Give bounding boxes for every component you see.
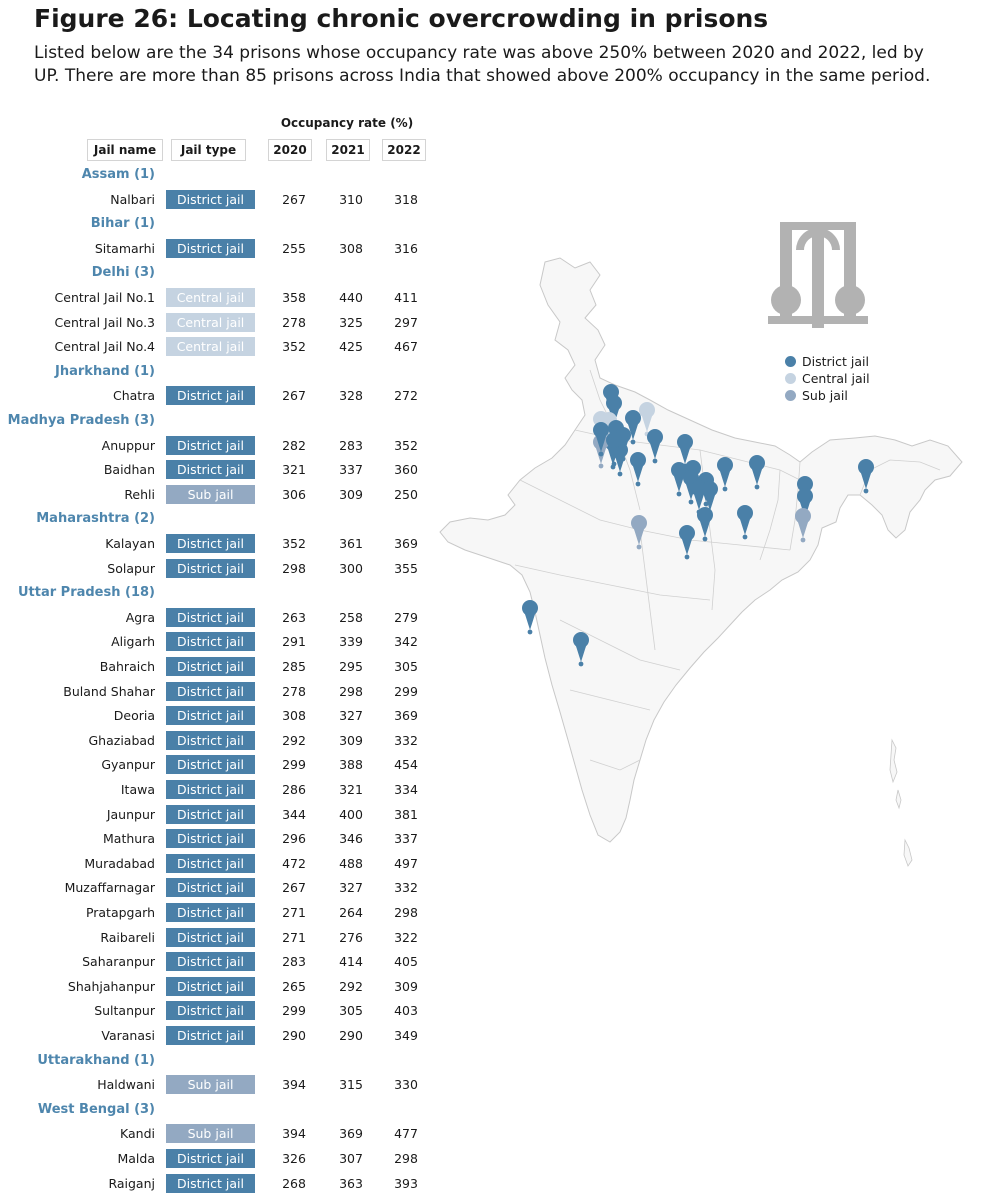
jail-type-badge: District jail [166,460,255,479]
island [896,790,901,808]
occupancy-value-2022: 454 [394,757,418,773]
occupancy-value-2021: 298 [339,683,363,699]
occupancy-value-2021: 290 [339,1028,363,1043]
jail-name-cell: Ghaziabad [88,732,155,748]
occupancy-value-2020: 267 [282,191,306,207]
jail-type-badge: Central jail [166,313,255,332]
jail-name-cell: Shahjahanpur [67,978,155,994]
occupancy-value-2021: 327 [339,708,363,724]
pin-base [528,630,533,635]
pin-base [599,452,604,457]
occupancy-value-2021: 321 [339,782,363,797]
occupancy-value-2022: 322 [394,929,418,945]
occupancy-value-2021: 305 [339,1003,363,1019]
jail-name-cell: Muradabad [84,855,155,871]
occupancy-value-2022: 330 [394,1077,418,1093]
logo-ball [835,285,865,315]
occupancy-value-2020: 263 [282,609,306,625]
jail-name-cell: Baidhan [103,462,155,478]
occupancy-value-2022: 272 [394,388,418,404]
occupancy-value-2020: 268 [282,1175,306,1191]
pin-head [606,432,622,448]
occupancy-value-2020: 394 [282,1126,306,1142]
pin-base [618,472,623,477]
occupancy-value-2021: 325 [339,314,363,330]
occupancy-value-2020: 278 [282,314,306,330]
andaman-islands [890,740,912,866]
pin-head [697,507,713,523]
occupancy-value-2022: 279 [394,609,418,625]
jail-type-badge: Sub jail [166,1124,255,1143]
occupancy-value-2022: 477 [394,1126,418,1142]
pin-head [679,525,695,541]
jail-type-badge: District jail [166,805,255,824]
pin-base [864,489,869,494]
jail-name-cell: Kalayan [105,536,155,551]
occupancy-value-2021: 388 [339,757,363,773]
pin-base [801,538,806,543]
pin-head [625,410,641,426]
occupancy-value-2020: 285 [282,659,306,674]
pin-head [858,459,874,475]
occupancy-value-2021: 283 [339,437,363,453]
jail-name-cell: Chatra [112,388,155,404]
occupancy-value-2020: 344 [282,806,306,822]
pin-head [606,395,622,411]
jail-name-cell: Raibareli [100,929,155,945]
occupancy-value-2021: 258 [339,609,363,625]
jail-name-cell: Pratapgarh [85,905,155,920]
occupancy-value-2022: 332 [394,880,418,896]
occupancy-value-2021: 328 [339,388,363,404]
occupancy-value-2020: 306 [282,486,306,502]
legend-dot-icon [785,356,796,367]
occupancy-value-2021: 488 [339,855,363,871]
jail-name-cell: Kandi [120,1126,155,1142]
occupancy-value-2022: 298 [394,905,418,920]
occupancy-value-2020: 352 [282,536,306,551]
occupancy-value-2021: 440 [339,290,363,305]
occupancy-value-2022: 497 [394,855,418,871]
jail-type-badge: District jail [166,682,255,701]
jail-name-cell: Gyanpur [101,757,155,773]
legend-dot-icon [785,390,796,401]
pin-base [637,545,642,550]
jail-name-cell: Central Jail No.4 [54,339,155,355]
jail-type-badge: District jail [166,436,255,455]
occupancy-value-2020: 265 [282,978,306,994]
occupancy-value-2020: 472 [282,855,306,871]
india-outline [440,258,962,842]
jail-name-cell: Solapur [107,560,155,576]
legend-label: Central jail [802,371,870,386]
legend-item-district [785,353,870,370]
pin-head [639,402,655,418]
jail-name-cell: Deoria [113,708,155,724]
occupancy-value-2022: 349 [394,1028,418,1043]
jail-type-badge: Sub jail [166,1075,255,1094]
occupancy-value-2022: 381 [394,806,418,822]
jail-name-cell: Haldwani [97,1077,155,1093]
state-group-label: Jharkhand (1) [55,363,155,379]
jail-name-cell: Varanasi [101,1028,155,1043]
col-header-2022: 2022 [382,139,426,161]
state-group-label: Uttarakhand (1) [37,1052,155,1068]
occupancy-table [0,0,440,1200]
jail-name-cell: Buland Shahar [63,683,155,699]
jail-type-badge: District jail [166,632,255,651]
jail-type-badge: District jail [166,1001,255,1020]
pin-head [522,600,538,616]
jail-type-badge: District jail [166,878,255,897]
occupancy-value-2022: 334 [394,782,418,797]
col-header-jail-name: Jail name [87,139,163,161]
subtitle-line: Listed below are the 34 prisons whose occupancy rate was above 250% between 2020 and 2022, led by [34,43,924,63]
pin-base [636,482,641,487]
occupancy-value-2021: 346 [339,831,363,847]
occupancy-value-2020: 255 [282,240,306,256]
occupancy-value-2020: 298 [282,560,306,576]
legend-label: District jail [802,354,869,369]
page-title: Figure 26: Locating chronic overcrowding in prisons [34,4,769,33]
state-group-label: Uttar Pradesh (18) [17,585,155,601]
occupancy-value-2022: 332 [394,732,418,748]
jail-type-badge: District jail [166,1174,255,1193]
occupancy-value-2021: 337 [339,462,363,478]
pin-head [593,422,609,438]
subtitle-line: UP. There are more than 85 prisons across India that showed above 200% occupancy in the same period. [34,66,931,86]
occupancy-value-2022: 352 [394,437,418,453]
occupancy-value-2020: 290 [282,1028,306,1043]
jail-type-badge: District jail [166,1149,255,1168]
occupancy-value-2021: 307 [339,1151,363,1166]
jail-type-badge: District jail [166,731,255,750]
pin-base [612,462,617,467]
occupancy-value-2021: 295 [339,659,363,674]
jail-type-badge: District jail [166,780,255,799]
col-header-2020: 2020 [268,139,312,161]
jail-type-badge: Central jail [166,337,255,356]
occupancy-value-2021: 310 [339,191,363,207]
occupancy-value-2022: 299 [394,683,418,699]
india-map [430,200,970,890]
occupancy-value-2022: 342 [394,634,418,650]
legend-item-sub [785,387,870,404]
pin-head [797,488,813,504]
jail-type-badge: District jail [166,903,255,922]
occupancy-value-2021: 361 [339,536,363,551]
occupancy-value-2020: 299 [282,757,306,773]
jail-name-cell: Muzaffarnagar [64,880,155,896]
jail-type-badge: District jail [166,706,255,725]
occupancy-value-2022: 403 [394,1003,418,1019]
pin-base [723,487,728,492]
legend-label: Sub jail [802,388,848,403]
pin-head [573,632,589,648]
occupancy-value-2020: 283 [282,954,306,970]
occupancy-value-2020: 291 [282,634,306,650]
jail-name-cell: Raiganj [108,1175,155,1191]
occupancy-value-2020: 267 [282,880,306,896]
jail-type-badge: Central jail [166,288,255,307]
occupancy-value-2021: 327 [339,880,363,896]
occupancy-value-2022: 298 [394,1151,418,1166]
occupancy-value-2021: 309 [339,486,363,502]
occupancy-rate-header: Occupancy rate (%) [280,116,414,130]
jail-type-badge: District jail [166,190,255,209]
pin-head [630,452,646,468]
occupancy-value-2020: 321 [282,462,306,478]
pin-head [631,515,647,531]
occupancy-value-2022: 360 [394,462,418,478]
jail-type-badge: District jail [166,829,255,848]
jail-name-cell: Saharanpur [82,954,155,970]
occupancy-value-2020: 267 [282,388,306,404]
occupancy-value-2022: 467 [394,339,418,355]
occupancy-value-2021: 369 [339,1126,363,1142]
jail-type-badge: District jail [166,854,255,873]
occupancy-value-2021: 292 [339,978,363,994]
jail-type-badge: District jail [166,755,255,774]
occupancy-value-2020: 286 [282,782,306,797]
jail-type-badge: District jail [166,239,255,258]
occupancy-value-2022: 369 [394,536,418,551]
pin-base [631,440,636,445]
pin-head [677,434,693,450]
occupancy-value-2022: 393 [394,1175,418,1191]
map-pin-icon [522,600,538,634]
pin-base [689,500,694,505]
jail-type-badge: District jail [166,386,255,405]
jail-type-badge: District jail [166,1026,255,1045]
pin-base [653,459,658,464]
jail-name-cell: Sitamarhi [94,240,155,256]
occupancy-value-2021: 315 [339,1077,363,1093]
col-header-jail-type: Jail type [171,139,246,161]
pin-head [795,508,811,524]
occupancy-value-2022: 411 [394,290,418,305]
pin-base [755,485,760,490]
jail-name-cell: Nalbari [110,191,155,207]
occupancy-value-2020: 271 [282,905,306,920]
state-group-label: Madhya Pradesh (3) [7,413,155,428]
jail-type-badge: District jail [166,608,255,627]
occupancy-value-2022: 369 [394,708,418,724]
occupancy-value-2021: 264 [339,905,363,920]
prison-bars-logo-icon [766,220,874,334]
occupancy-value-2020: 394 [282,1077,306,1093]
occupancy-value-2022: 337 [394,831,418,847]
occupancy-value-2021: 308 [339,240,363,256]
mainland-outline [440,258,962,842]
state-group-label: Maharashtra (2) [36,511,155,527]
pin-base [685,555,690,560]
logo-bar [812,222,824,328]
jail-name-cell: Anuppur [101,437,155,453]
occupancy-value-2021: 276 [339,929,363,945]
jail-name-cell: Central Jail No.1 [54,290,155,305]
jail-type-badge: District jail [166,657,255,676]
jail-type-badge: Sub jail [166,485,255,504]
logo-ball [771,285,801,315]
island [904,840,912,866]
pin-base [677,492,682,497]
state-group-label: West Bengal (3) [37,1101,155,1117]
occupancy-value-2021: 309 [339,732,363,748]
occupancy-value-2021: 414 [339,954,363,970]
logo-bar [768,316,868,324]
pin-head [647,429,663,445]
jail-name-cell: Agra [125,609,155,625]
jail-name-cell: Aligarh [111,634,155,650]
jail-name-cell: Rehli [124,486,155,502]
island [890,740,897,782]
jail-name-cell: Bahraich [99,659,155,674]
occupancy-value-2020: 326 [282,1151,306,1166]
pin-base [579,662,584,667]
pin-head [717,457,733,473]
occupancy-value-2020: 358 [282,290,306,305]
legend-dot-icon [785,373,796,384]
state-group-label: Bihar (1) [90,216,155,232]
jail-name-cell: Malda [117,1151,155,1166]
state-group-label: Delhi (3) [91,265,155,281]
occupancy-value-2022: 316 [394,240,418,256]
occupancy-value-2020: 352 [282,339,306,355]
jail-name-cell: Mathura [103,831,155,847]
occupancy-value-2022: 305 [394,659,418,674]
state-group-label: Assam (1) [81,167,155,182]
jail-type-badge: District jail [166,928,255,947]
occupancy-value-2020: 296 [282,831,306,847]
jail-type-badge: District jail [166,559,255,578]
pin-head [737,505,753,521]
legend-item-central [785,370,870,387]
jail-name-cell: Jaunpur [106,806,155,822]
occupancy-value-2022: 309 [394,978,418,994]
pin-base [599,464,604,469]
occupancy-value-2022: 355 [394,560,418,576]
jail-name-cell: Central Jail No.3 [54,314,155,330]
pin-base [743,535,748,540]
occupancy-value-2021: 425 [339,339,363,355]
jail-type-badge: District jail [166,952,255,971]
occupancy-value-2022: 405 [394,954,418,970]
occupancy-value-2022: 318 [394,191,418,207]
occupancy-value-2020: 282 [282,437,306,453]
chart-legend [785,353,870,404]
occupancy-value-2020: 308 [282,708,306,724]
pin-head [749,455,765,471]
prison-bars-logo-graphic [766,220,874,330]
occupancy-value-2020: 278 [282,683,306,699]
jail-name-cell: Sultanpur [94,1003,155,1019]
jail-name-cell: Itawa [120,782,155,797]
pin-base [703,537,708,542]
occupancy-value-2022: 250 [394,486,418,502]
occupancy-value-2022: 297 [394,314,418,330]
pin-head [702,481,718,497]
occupancy-value-2021: 363 [339,1175,363,1191]
occupancy-value-2020: 292 [282,732,306,748]
occupancy-value-2020: 299 [282,1003,306,1019]
jail-type-badge: District jail [166,977,255,996]
occupancy-value-2020: 271 [282,929,306,945]
occupancy-value-2021: 339 [339,634,363,650]
occupancy-value-2021: 400 [339,806,363,822]
occupancy-value-2021: 300 [339,560,363,576]
col-header-2021: 2021 [326,139,370,161]
jail-type-badge: District jail [166,534,255,553]
